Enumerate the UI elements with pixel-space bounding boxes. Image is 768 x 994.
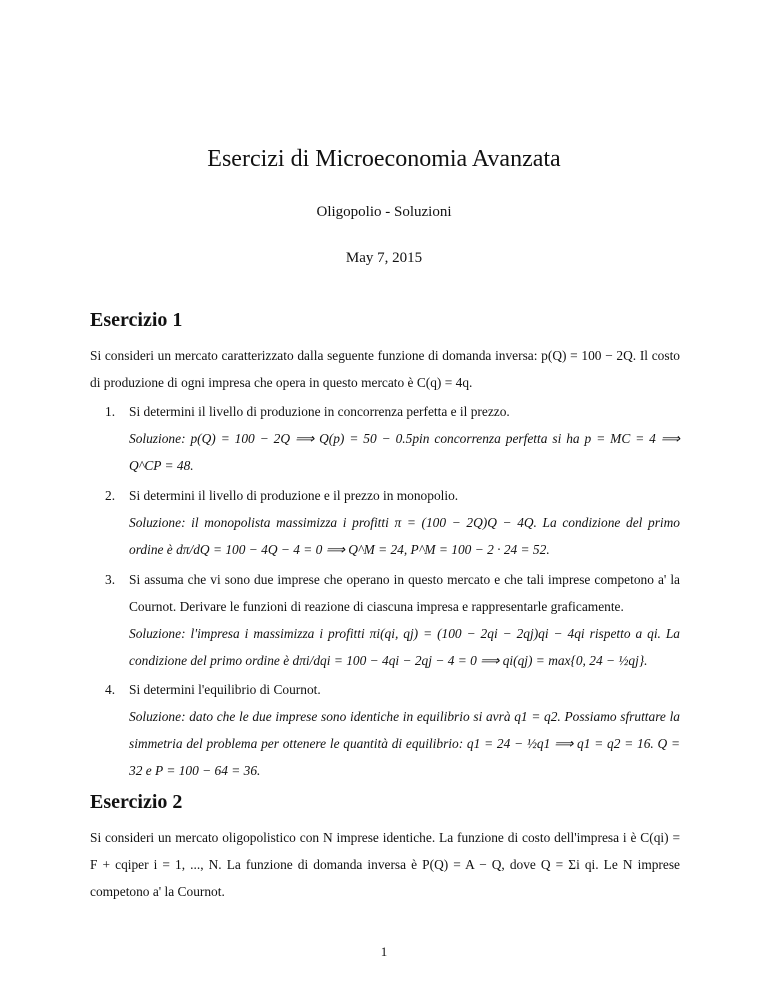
question-number: 2. [105,488,116,503]
document-date: May 7, 2015 [345,250,423,266]
section-heading-esercizio-1: Esercizio 1 [90,309,183,331]
question-text: Si determini l'equilibrio di Cournot. [129,682,321,697]
document-title: Esercizi di Microeconomia Avanzata [207,146,561,172]
question-text: Si assuma che vi sono due imprese che operano in questo mercato e che tali imprese competono a' la Cournot. Derivare le funzioni di reazione di ciascuna impresa e rappresentarle graficamente. [129,572,680,614]
exercise-1-question-4 [105,676,680,703]
section-heading-esercizio-2: Esercizio 2 [90,791,183,813]
exercise-1-intro: Si consideri un mercato caratterizzato dalla seguente funzione di domanda inversa: p(Q) = 100 − 2Q. Il costo di produzione di ogni impresa che opera in questo mercato è C(q) = 4q. [90,348,680,390]
question-text: Si determini il livello di produzione in concorrenza perfetta e il prezzo. [129,404,510,419]
question-number: 1. [105,404,116,419]
exercise-1-solution-4: Soluzione: dato che le due imprese sono identiche in equilibrio si avrà q1 = q2. Possiamo sfruttare la simmetria del problema per ottenere le quantità di equilibrio: q1 = 24 − ½q1 ⟹ q1 = q2 = 16. Q = 32 e P = 100 − 64 = 36. [129,709,680,778]
exercise-2-intro: Si consideri un mercato oligopolistico con N imprese identiche. La funzione di costo dell'impresa i è C(qi) = F + cqiper i = 1, ..., N. La funzione di domanda inversa è P(Q) = A − Q, dove Q = Σi qi. Le N imprese competono a' la Cournot. [90,830,680,899]
document-subtitle: Oligopolio - Soluzioni [316,204,452,220]
exercise-1-question-2 [105,482,680,509]
question-number: 4. [105,682,116,697]
exercise-1-question-1 [105,398,680,425]
page-number: 1 [380,944,388,959]
question-number: 3. [105,572,116,587]
question-text: Si determini il livello di produzione e il prezzo in monopolio. [129,488,459,503]
exercise-1-solution-1: Soluzione: p(Q) = 100 − 2Q ⟹ Q(p) = 50 − 0.5pin concorrenza perfetta si ha p = MC = 4 ⟹ Q^CP = 48. [129,431,680,473]
exercise-1-solution-3: Soluzione: l'impresa i massimizza i profitti πi(qi, qj) = (100 − 2qi − 2qj)qi − 4qi rispetto a qi. La condizione del primo ordine è dπi/dqi = 100 − 4qi − 2qj − 4 = 0 ⟹ qi(qj) = max{0, 24 − ½qj}. [129,626,680,668]
exercise-1-question-3 [105,566,680,620]
exercise-1-solution-2: Soluzione: il monopolista massimizza i profitti π = (100 − 2Q)Q − 4Q. La condizione del primo ordine è dπ/dQ = 100 − 4Q − 4 = 0 ⟹ Q^M = 24, P^M = 100 − 2 · 24 = 52. [129,515,680,557]
